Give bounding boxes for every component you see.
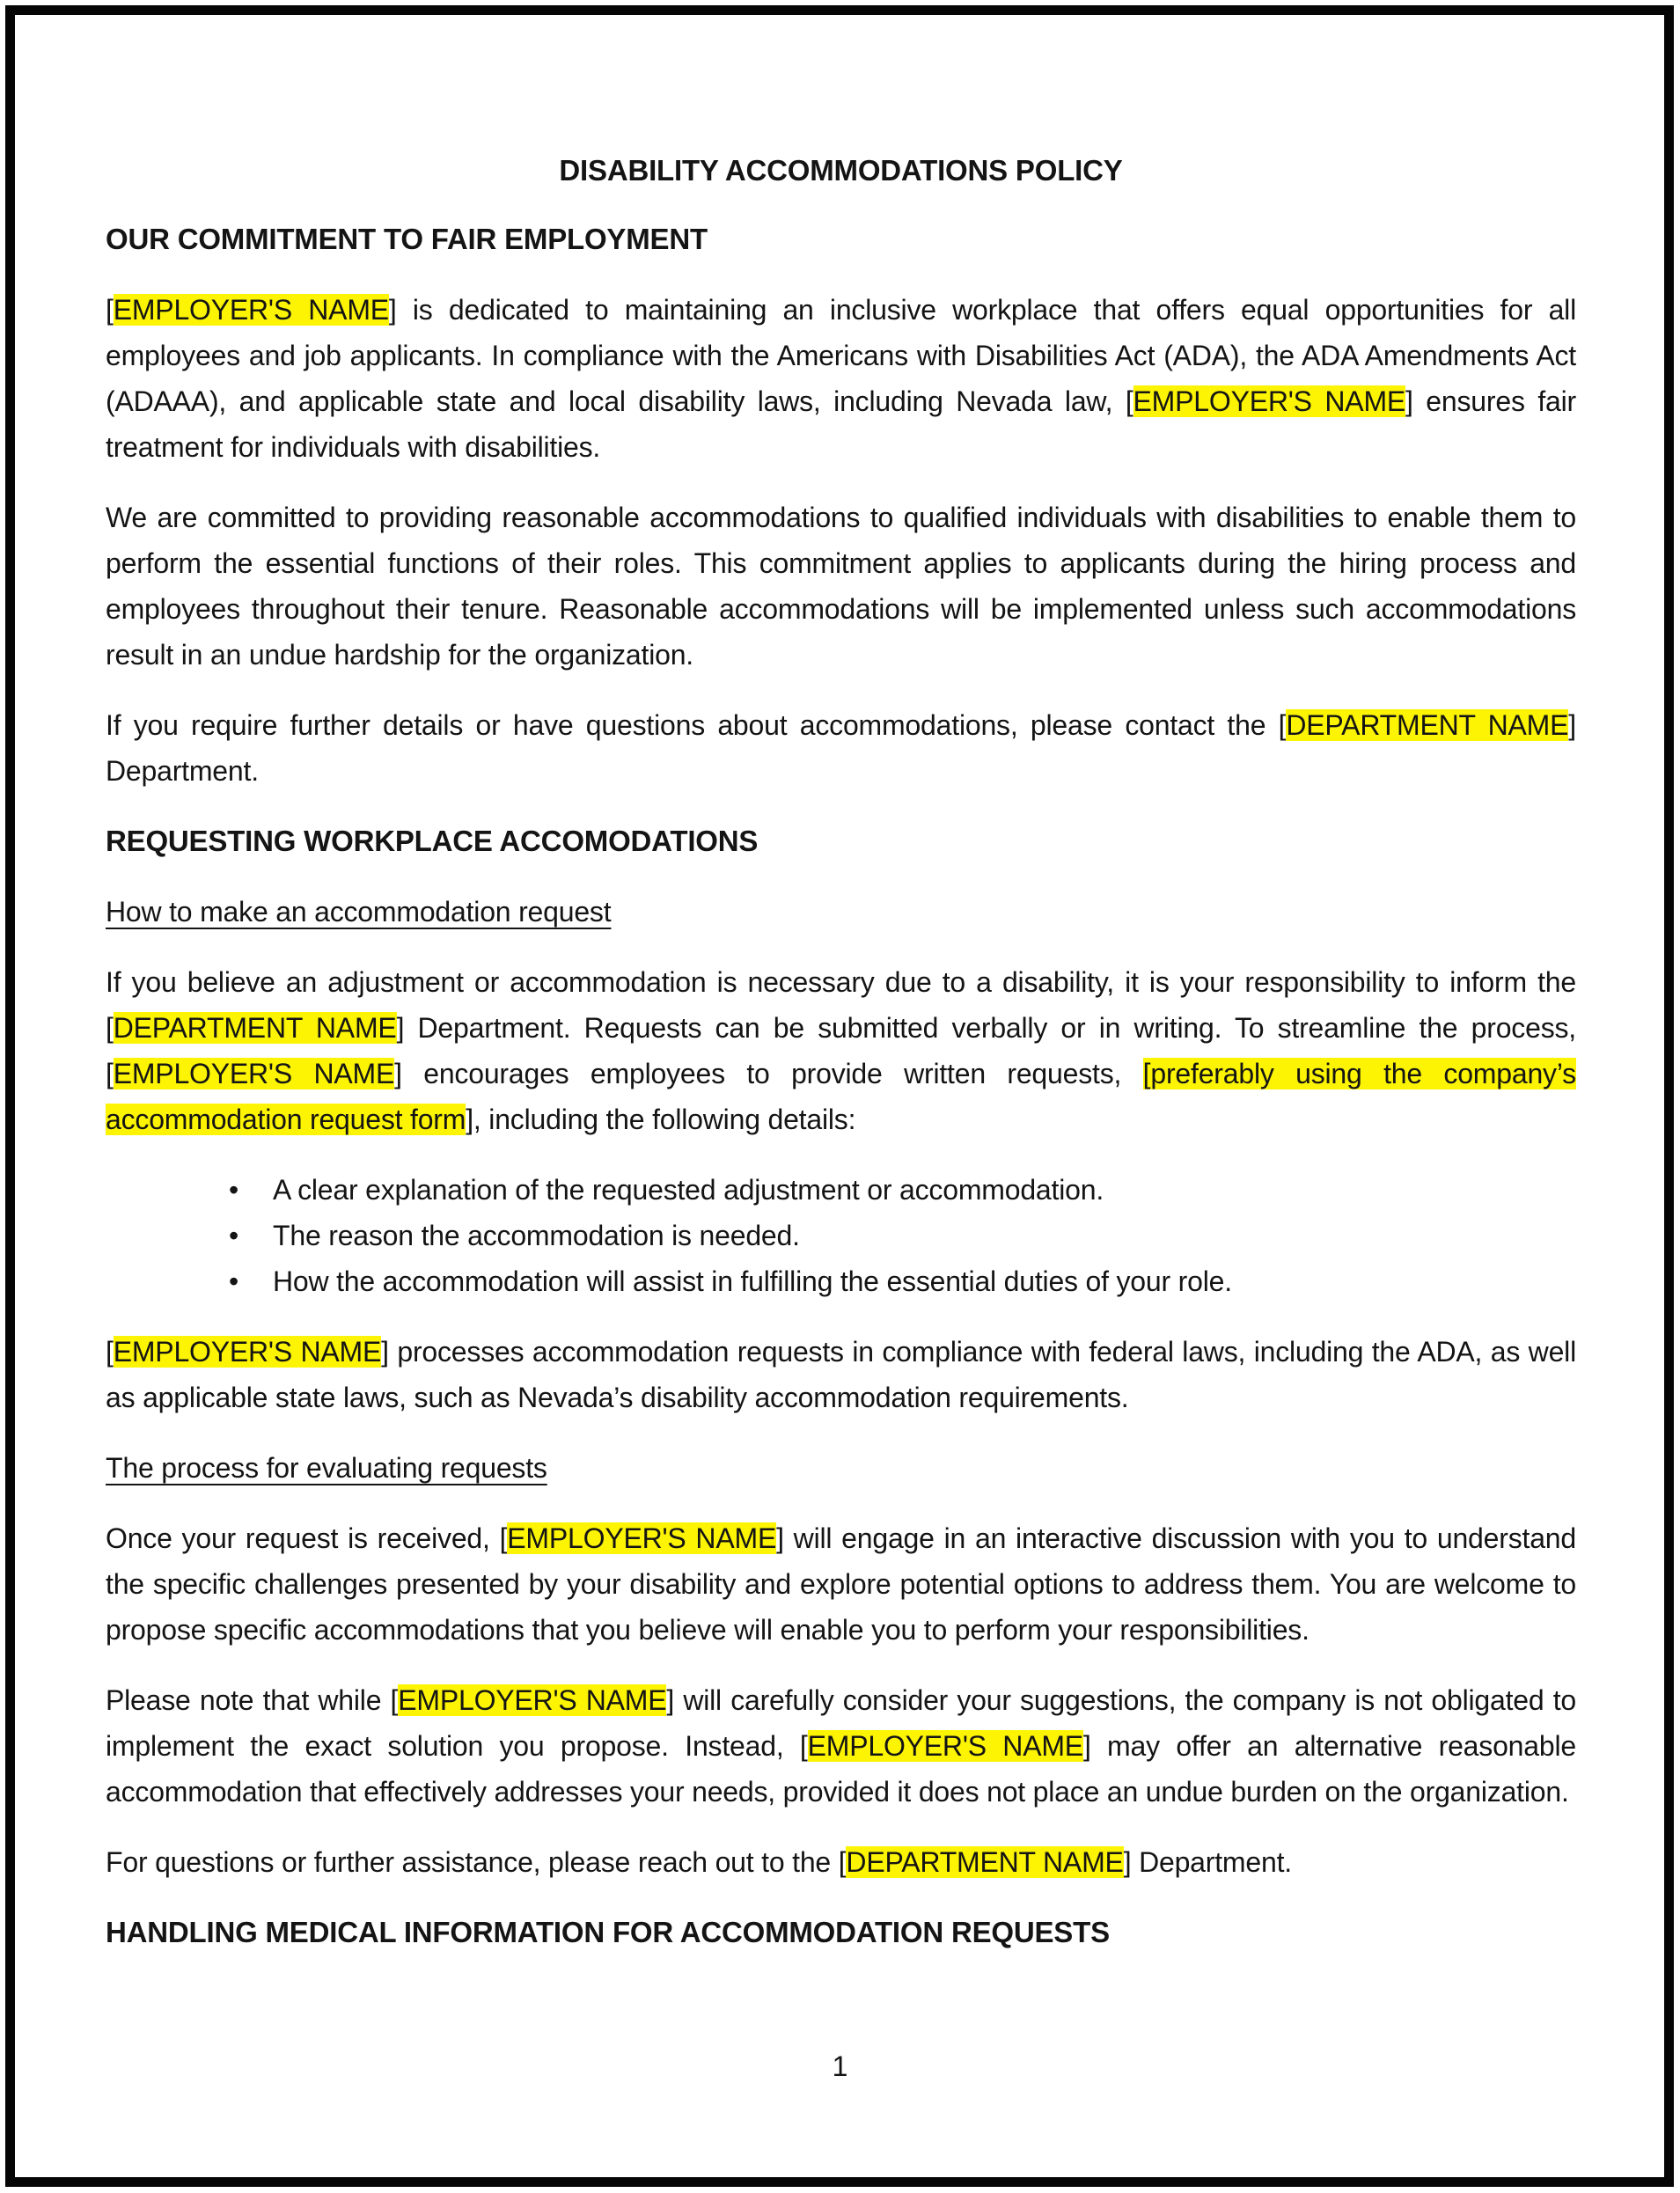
paragraph-commitment-intro: [EMPLOYER'S NAME] is dedicated to maintaining an inclusive workplace that offers equal opportunities for all employees and job applicants. In compliance with the Americans with Disabilities Act (ADA), the ADA Amendments Act (ADAAA), and applicable state and local disability laws, including Nevada law, [EMPLOYER'S NAME] ensures fair treatment for individuals with disabilities.	[106, 294, 1576, 463]
placeholder-highlight: DEPARTMENT NAME	[846, 1846, 1124, 1878]
subheading-evaluation-process: The process for evaluating requests	[106, 1452, 547, 1484]
placeholder-highlight: EMPLOYER'S NAME	[113, 1058, 395, 1089]
list-item-explanation: • A clear explanation of the requested adjustment or accommodation.	[106, 1167, 1576, 1213]
placeholder-highlight: EMPLOYER'S NAME	[507, 1522, 777, 1554]
paragraph-interactive-discussion: Once your request is received, [EMPLOYER'S NAME] will engage in an interactive discussion with you to understand the specific challenges presented by your disability and explore potential options to address them. You are welcome to propose specific accommodations that you believe will enable you to perform your responsibilities.	[106, 1522, 1576, 1646]
paragraph-questions-assistance: For questions or further assistance, please reach out to the [DEPARTMENT NAME] Department.	[106, 1846, 1292, 1878]
document-content	[106, 148, 1576, 1980]
placeholder-highlight: EMPLOYER'S NAME	[113, 294, 389, 326]
document-title: DISABILITY ACCOMMODATIONS POLICY	[559, 154, 1123, 187]
page-number: 1	[832, 2050, 848, 2082]
section-heading-requesting: REQUESTING WORKPLACE ACCOMODATIONS	[106, 825, 759, 857]
paragraph-commitment-accommodations: We are committed to providing reasonable accommodations to qualified individuals with disabilities to enable them to perform the essential functions of their roles. This commitment applies to applicants during the hiring process and employees throughout their tenure. Reasonable accommodations will be implemented unless such accommodations result in an undue hardship for the organization.	[106, 502, 1576, 671]
section-heading-commitment: OUR COMMITMENT TO FAIR EMPLOYMENT	[106, 223, 708, 255]
paragraph-compliance-laws: [EMPLOYER'S NAME] processes accommodation requests in compliance with federal laws, including the ADA, as well as applicable state laws, such as Nevada’s disability accommodation requirements.	[106, 1336, 1576, 1413]
placeholder-highlight: EMPLOYER'S NAME	[113, 1336, 382, 1368]
paragraph-contact-department: If you require further details or have questions about accommodations, please contact the [DEPARTMENT NAME] Department.	[106, 709, 1576, 787]
placeholder-highlight: EMPLOYER'S NAME	[398, 1684, 667, 1716]
placeholder-highlight: DEPARTMENT NAME	[113, 1012, 397, 1044]
list-item-assist: • How the accommodation will assist in fulfilling the essential duties of your role.	[106, 1258, 1576, 1304]
paragraph-alternative-accommodation: Please note that while [EMPLOYER'S NAME] will carefully consider your suggestions, the company is not obligated to implement the exact solution you propose. Instead, [EMPLOYER'S NAME] may offer an alternative reasonable accommodation that effectively addresses your needs, provided it does not place an undue burden on the organization.	[106, 1684, 1576, 1808]
list-item-reason: • The reason the accommodation is needed.	[106, 1213, 1576, 1258]
subheading-how-to-request: How to make an accommodation request	[106, 896, 612, 928]
placeholder-highlight: EMPLOYER'S NAME	[807, 1730, 1083, 1762]
paragraph-request-procedure: If you believe an adjustment or accommodation is necessary due to a disability, it is your responsibility to inform the [DEPARTMENT NAME] Department. Requests can be submitted verbally or in writing. To streamline the process, [EMPLOYER'S NAME] encourages employees to provide written requests, [preferably using the company’s accommodation request form], including the following details:	[106, 966, 1576, 1135]
placeholder-highlight: DEPARTMENT NAME	[1286, 709, 1569, 741]
placeholder-highlight: [preferably using the company’s accommodation request form	[106, 1058, 1576, 1135]
section-heading-medical-info: HANDLING MEDICAL INFORMATION FOR ACCOMMODATION REQUESTS	[106, 1916, 1110, 1948]
placeholder-highlight: EMPLOYER'S NAME	[1133, 385, 1406, 417]
request-details-list	[106, 1167, 1576, 1304]
